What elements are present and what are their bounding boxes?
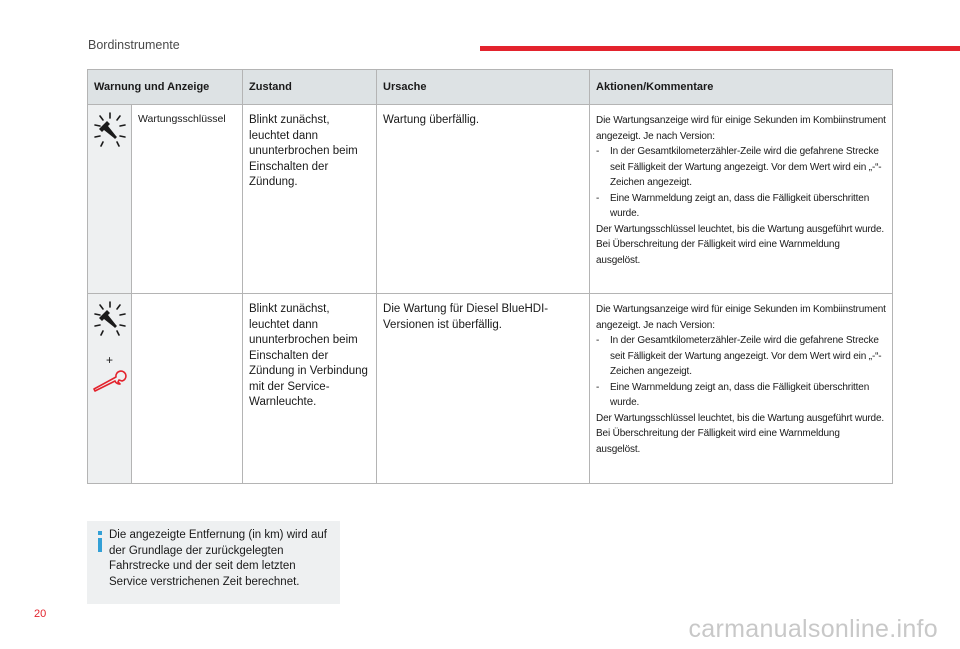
actions-bullet: - Eine Warnmeldung zeigt an, dass die Fälligkeit überschritten wurde.	[596, 192, 870, 219]
warning-name	[132, 294, 243, 484]
actions-cell	[590, 105, 893, 294]
plus-sign: +	[105, 353, 113, 367]
state-text: Blinkt zunächst, leuchtet dann ununterbrochen beim Einschalten der Zündung.	[243, 105, 377, 294]
warning-name: Wartungsschlüssel	[132, 105, 243, 294]
state-text: Blinkt zunächst, leuchtet dann ununterbrochen beim Einschalten der Zündung in Verbindung mit der Service-Warnleuchte.	[243, 294, 377, 484]
actions-bullet-text: Eine Warnmeldung zeigt an, dass die Fälligkeit überschritten wurde.	[610, 192, 870, 219]
wrench-icon	[92, 300, 128, 344]
info-icon	[98, 531, 102, 552]
cause-text: Wartung überfällig.	[377, 105, 590, 294]
table-header-row	[88, 70, 893, 105]
actions-bullet: - In der Gesamtkilometerzähler-Zeile wird die gefahrene Strecke seit Fälligkeit der Wartung angezeigt. Vor dem Wert wird ein „-“-Zeichen angezeigt.	[596, 146, 882, 188]
wrench-icon	[92, 111, 128, 155]
cause-text: Die Wartung für Diesel BlueHDI-Versionen ist überfällig.	[377, 294, 590, 484]
icon-cell	[88, 294, 132, 484]
column-header: Warnung und Anzeige	[88, 70, 243, 105]
actions-outro: Der Wartungsschlüssel leuchtet, bis die Wartung ausgeführt wurde.	[596, 412, 885, 424]
section-title: Bordinstrumente	[88, 38, 180, 52]
actions-outro: Bei Überschreitung der Fälligkeit wird eine Warnmeldung ausgelöst.	[596, 428, 840, 455]
actions-bullet: - Eine Warnmeldung zeigt an, dass die Fälligkeit überschritten wurde.	[596, 381, 870, 408]
actions-intro: Die Wartungsanzeige wird für einige Sekunden im Kombiinstrument angezeigt. Je nach Version:	[596, 304, 886, 331]
section-accent-bar	[480, 46, 960, 51]
column-header: Ursache	[377, 70, 590, 105]
service-wrench-icon	[90, 369, 130, 393]
actions-bullet-text: In der Gesamtkilometerzähler-Zeile wird die gefahrene Strecke seit Fälligkeit der Wartung angezeigt. Vor dem Wert wird ein „-“-Zeichen angezeigt.	[610, 335, 882, 377]
actions-outro: Bei Überschreitung der Fälligkeit wird eine Warnmeldung ausgelöst.	[596, 239, 840, 266]
page-number: 20	[34, 608, 47, 620]
info-text: Die angezeigte Entfernung (in km) wird auf der Grundlage der zurückgelegten Fahrstrecke und der seit dem letzten Service verstrichenen Zeit berechnet.	[109, 529, 327, 588]
actions-bullet-text: In der Gesamtkilometerzähler-Zeile wird die gefahrene Strecke seit Fälligkeit der Wartung angezeigt. Vor dem Wert wird ein „-“-Zeichen angezeigt.	[610, 146, 882, 188]
column-header: Aktionen/Kommentare	[590, 70, 893, 105]
actions-cell	[590, 294, 893, 484]
actions-bullet: - In der Gesamtkilometerzähler-Zeile wird die gefahrene Strecke seit Fälligkeit der Wartung angezeigt. Vor dem Wert wird ein „-“-Zeichen angezeigt.	[596, 335, 882, 377]
actions-intro: Die Wartungsanzeige wird für einige Sekunden im Kombiinstrument angezeigt. Je nach Version:	[596, 115, 886, 142]
warning-table	[87, 69, 893, 484]
table-row	[88, 294, 893, 484]
actions-outro: Der Wartungsschlüssel leuchtet, bis die Wartung ausgeführt wurde.	[596, 223, 885, 235]
watermark: carmanualsonline.info	[688, 615, 938, 643]
icon-cell	[88, 105, 132, 294]
actions-bullet-text: Eine Warnmeldung zeigt an, dass die Fälligkeit überschritten wurde.	[610, 381, 870, 408]
table-row	[88, 105, 893, 294]
column-header: Zustand	[243, 70, 377, 105]
info-box	[87, 521, 340, 604]
